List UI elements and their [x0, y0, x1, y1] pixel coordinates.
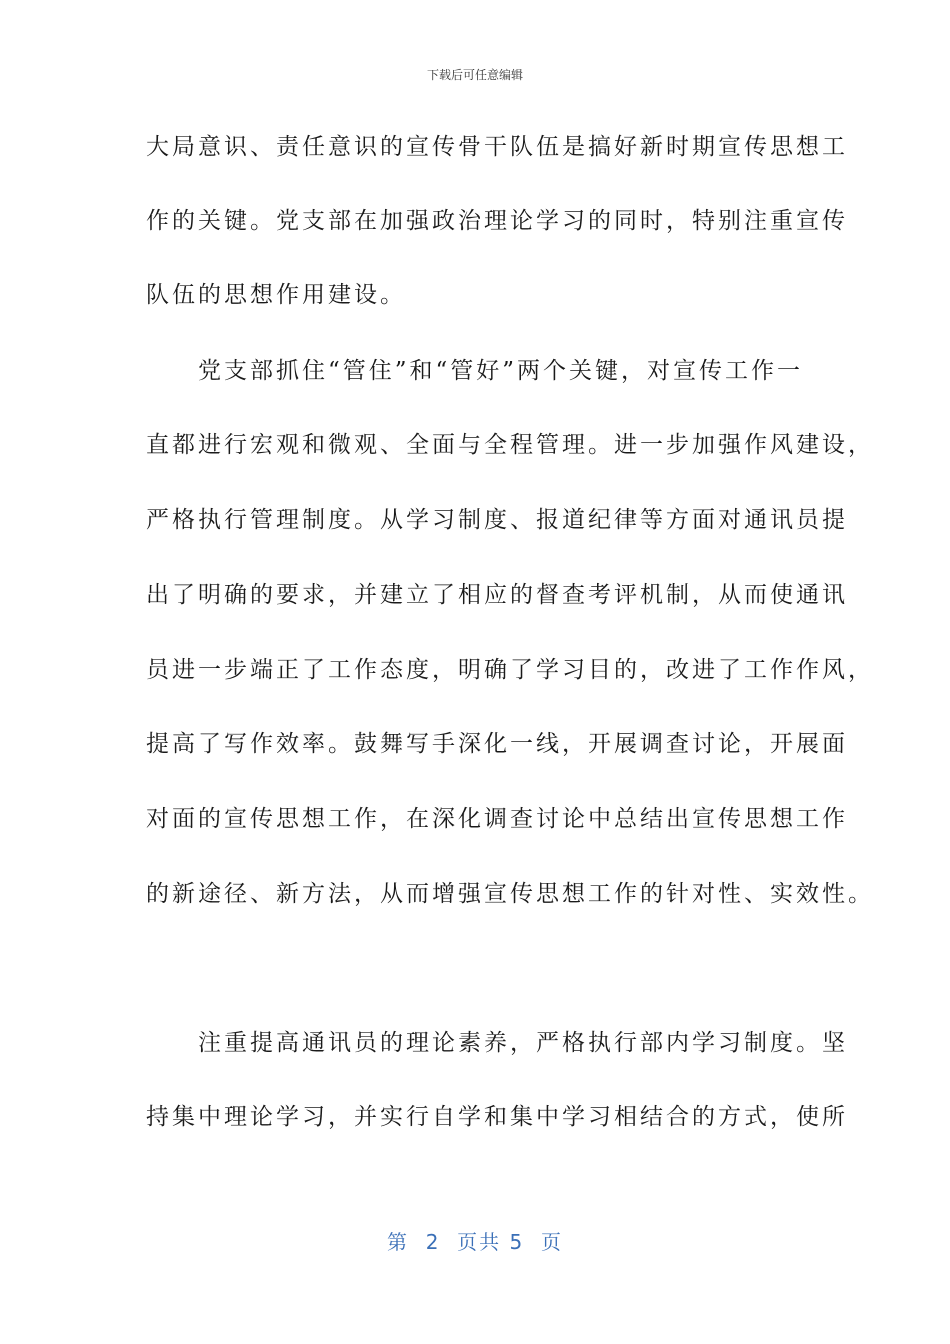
body-line: 党支部抓住“管住”和“管好”两个关键，对宣传工作一 [146, 358, 804, 384]
body-line: 提高了写作效率。鼓舞写手深化一线，开展调查讨论，开展面 [146, 731, 848, 757]
body-line: 员进一步端正了工作态度，明确了学习目的，改进了工作作风， [146, 657, 874, 683]
body-line: 注重提高通讯员的理论素养，严格执行部内学习制度。坚 [146, 1030, 848, 1056]
body-line: 队伍的思想作用建设。 [146, 282, 406, 308]
body-line: 的新途径、新方法，从而增强宣传思想工作的针对性、实效性。 [146, 881, 874, 907]
page-number-footer: 第 2 页共 5 页 [387, 1230, 563, 1254]
header-note: 下载后可任意编辑 [426, 68, 523, 82]
body-line: 大局意识、责任意识的宣传骨干队伍是搞好新时期宣传思想工 [146, 134, 848, 160]
body-line: 持集中理论学习，并实行自学和集中学习相结合的方式，使所 [146, 1104, 848, 1130]
body-line: 出了明确的要求，并建立了相应的督查考评机制，从而使通讯 [146, 582, 848, 608]
body-line: 严格执行管理制度。从学习制度、报道纪律等方面对通讯员提 [146, 507, 848, 533]
body-line: 对面的宣传思想工作，在深化调查讨论中总结出宣传思想工作 [146, 806, 848, 832]
body-line: 作的关键。党支部在加强政治理论学习的同时，特别注重宣传 [146, 208, 848, 234]
body-line: 直都进行宏观和微观、全面与全程管理。进一步加强作风建设， [146, 432, 874, 458]
